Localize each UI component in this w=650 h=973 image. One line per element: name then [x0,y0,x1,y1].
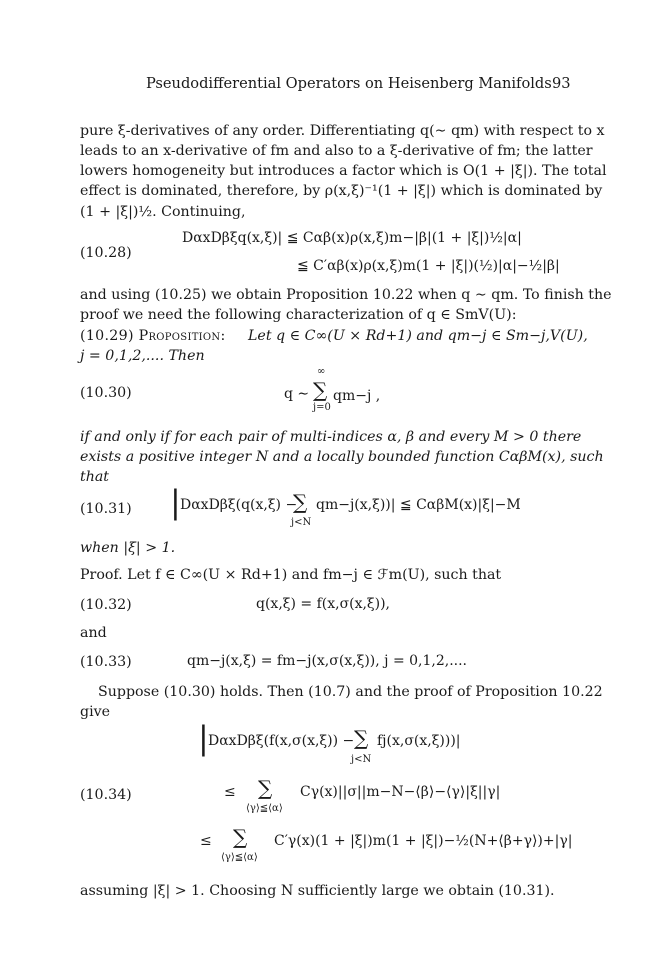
prop-line1: Let q ∈ C∞(U × Rd+1) and qm−j ∈ Sm−j,V(U), [248,328,588,344]
abs-bar-left: | [198,719,209,757]
para1-line5: (1 + |ξ|)½. Continuing, [80,204,246,220]
eq1034-line2-sum: ⟨γ⟩≦⟨α⟩ [246,803,283,814]
leq-sign: ≤ [200,833,212,849]
eq1030-lhs: q ∼ [284,386,310,402]
leq-sign: ≤ [224,784,236,800]
eq1031-right: qm−j(x,ξ))| ≦ CαβM(x)|ξ|−M [316,497,521,513]
para1-line2: leads to an x-derivative of fm and also to a ξ-derivative of fm; the latter [80,143,593,159]
eq1034-label: (10.34) [80,787,132,803]
eq1034-line1-right: fj(x,σ(x,ξ)))| [377,733,461,749]
eq1034-line2-text: Cγ(x)||σ||m−N−⟨β⟩−⟨γ⟩|ξ||γ| [300,784,501,800]
abs-bar-left: | [170,483,181,521]
eq1034-line3-sum: ⟨γ⟩≦⟨α⟩ [221,852,258,863]
page-number: 93 [552,75,571,92]
eq1033-text: qm−j(x,ξ) = fm−j(x,σ(x,ξ)), j = 0,1,2,.... [187,653,467,669]
running-title: Pseudodifferential Operators on Heisenberg Manifolds [146,75,552,92]
eq1034-line1-sum: j<N [351,754,372,765]
cond-line3: that [80,469,109,485]
closing-line: assuming |ξ| > 1. Choosing N sufficiently large we obtain (10.31). [80,883,555,899]
summation-sign: ∑ [258,776,273,800]
eq1034-line3-text: C′γ(x)(1 + |ξ|)m(1 + |ξ|)−½(N+⟨β+γ⟩)+|γ| [274,833,573,849]
eq1028-line1: DαxDβξq(x,ξ)| ≦ Cαβ(x)ρ(x,ξ)m−|β|(1 + |ξ|)½|α| [182,230,522,246]
para2-line2: proof we need the following characterization of q ∈ SmV(U): [80,307,517,323]
eq1032-label: (10.32) [80,597,132,613]
summation-sign: ∑ [233,825,248,849]
eq1030-sum-top: ∞ [317,366,326,377]
eq1030-term: qm−j , [333,388,381,404]
summation-sign: ∑ [313,378,328,402]
para1-line1: pure ξ-derivatives of any order. Differentiating q(∼ qm) with respect to x [80,123,605,139]
eq1034-line1-left: DαxDβξ(f(x,σ(x,ξ)) − [208,733,355,749]
cond-line1: if and only if for each pair of multi-indices α, β and every M > 0 there [80,429,582,445]
prop-label: (10.29) Proposition: [80,328,226,344]
para2-line1: and using (10.25) we obtain Proposition 10.22 when q ∼ qm. To finish the [80,287,612,303]
cond-line2: exists a positive integer N and a locally bounded function CαβM(x), such [80,449,604,465]
prop-line2: j = 0,1,2,.... Then [80,348,205,364]
eq1030-label: (10.30) [80,385,132,401]
when-line: when |ξ| > 1. [80,540,176,556]
eq1030-sum-bottom: j=0 [313,402,331,413]
para3-line1: Suppose (10.30) holds. Then (10.7) and the proof of Proposition 10.22 [98,684,603,700]
proof-line1: Proof. Let f ∈ C∞(U × Rd+1) and fm−j ∈ ℱm(U), such that [80,567,502,583]
eq1032-text: q(x,ξ) = f(x,σ(x,ξ)), [256,596,391,612]
summation-sign: ∑ [354,726,369,750]
eq1028-label: (10.28) [80,245,132,261]
para1-line3: lowers homogeneity but introduces a factor which is O(1 + |ξ|). The total [80,163,607,179]
and-word: and [80,625,107,641]
eq1031-left: DαxDβξ(q(x,ξ) − [180,497,298,513]
eq1028-line2: ≦ C′αβ(x)ρ(x,ξ)m(1 + |ξ|)(½)|α|−½|β| [297,258,560,274]
eq1033-label: (10.33) [80,654,132,670]
para3-line2: give [80,704,111,720]
summation-sign: ∑ [293,490,308,514]
eq1031-label: (10.31) [80,501,132,517]
eq1031-sum-bottom: j<N [291,517,312,528]
para1-line4: effect is dominated, therefore, by ρ(x,ξ)⁻¹(1 + |ξ|) which is dominated by [80,183,603,199]
